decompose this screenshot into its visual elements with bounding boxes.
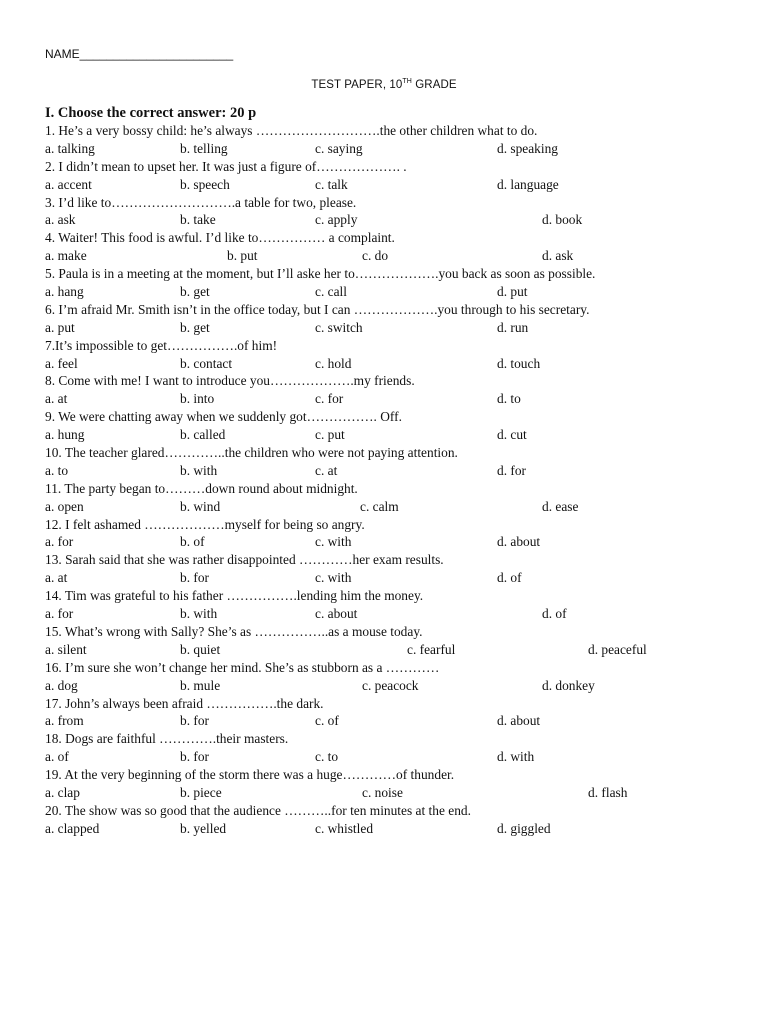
answer-options (45, 462, 745, 480)
answer-option-c: c. of (315, 713, 339, 729)
question-list (45, 122, 745, 838)
answer-option-b: b. yelled (180, 820, 227, 836)
question-text: 3. I’d like to……………………….a table for two, please. (45, 194, 357, 210)
answer-option-c: c. switch (315, 319, 363, 335)
answer-option-d: d. with (497, 749, 535, 765)
question-text: 18. Dogs are faithful ………….their masters. (45, 731, 289, 747)
answer-option-b: b. speech (180, 176, 230, 192)
answer-option-d: d. speaking (497, 140, 558, 156)
answer-option-b: b. telling (180, 140, 228, 156)
answer-option-b: b. put (227, 248, 258, 264)
answer-options (45, 569, 745, 587)
answer-options (45, 426, 745, 444)
answer-option-d: d. flash (588, 784, 628, 800)
answer-options (45, 748, 745, 766)
answer-option-c: c. talk (315, 176, 348, 192)
answer-option-c: c. with (315, 534, 352, 550)
answer-option-a: a. dog (45, 677, 78, 693)
answer-option-c: c. whistled (315, 820, 374, 836)
question-text: 13. Sarah said that she was rather disappointed …………her exam results. (45, 552, 444, 568)
question-text: 9. We were chatting away when we suddenly got……………. Off. (45, 409, 402, 425)
answer-option-a: a. clap (45, 784, 80, 800)
answer-options (45, 784, 745, 802)
answer-option-c: c. fearful (407, 641, 456, 657)
answer-option-d: d. donkey (542, 677, 595, 693)
answer-option-c: c. about (315, 606, 358, 622)
answer-options (45, 211, 745, 229)
answer-option-b: b. quiet (180, 641, 221, 657)
answer-option-d: d. about (497, 534, 541, 550)
question-text: 8. Come with me! I want to introduce you……………….my friends. (45, 373, 415, 389)
answer-option-d: d. about (497, 713, 541, 729)
page-title (0, 79, 768, 91)
answer-option-b: b. piece (180, 784, 222, 800)
answer-option-b: b. into (180, 391, 215, 407)
section-heading: I. Choose the correct answer: 20 p (45, 105, 257, 121)
question-text: 14. Tim was grateful to his father …………….lending him the money. (45, 588, 424, 604)
answer-option-a: a. put (45, 319, 75, 335)
answer-option-c: c. for (315, 391, 344, 407)
answer-option-c: c. with (315, 570, 352, 586)
answer-option-b: b. for (180, 713, 210, 729)
answer-option-d: d. to (497, 391, 521, 407)
answer-option-d: d. ask (542, 248, 574, 264)
answer-option-b: b. with (180, 606, 218, 622)
answer-options (45, 140, 745, 158)
title-superscript: TH (402, 78, 412, 86)
answer-options (45, 247, 745, 265)
answer-option-d: d. put (497, 284, 528, 300)
answer-options (45, 390, 745, 408)
answer-option-c: c. calm (360, 498, 399, 514)
answer-option-a: a. accent (45, 176, 92, 192)
answer-option-c: c. put (315, 427, 345, 443)
answer-options (45, 641, 745, 659)
answer-option-a: a. to (45, 462, 69, 478)
answer-option-a: a. feel (45, 355, 78, 371)
answer-option-a: a. of (45, 749, 69, 765)
question-text: 16. I’m sure she won’t change her mind. She’s as stubborn as a ………… (45, 659, 440, 675)
answer-option-d: d. language (497, 176, 559, 192)
answer-option-d: d. touch (497, 355, 541, 371)
question-text: 10. The teacher glared…………..the children who were not paying attention. (45, 445, 458, 461)
title-main: TEST PAPER, 10 (311, 79, 403, 91)
answer-option-b: b. get (180, 284, 210, 300)
question-text: 6. I’m afraid Mr. Smith isn’t in the office today, but I can ……………….you through to his secretary. (45, 301, 590, 317)
answer-option-b: b. get (180, 319, 210, 335)
answer-option-d: d. giggled (497, 820, 551, 836)
answer-option-d: d. for (497, 462, 527, 478)
question-text: 11. The party began to………down round about midnight. (45, 480, 358, 496)
question-text: 7.It’s impossible to get…………….of him! (45, 337, 278, 353)
answer-option-c: c. peacock (362, 677, 419, 693)
answer-option-b: b. mule (180, 677, 221, 693)
answer-option-d: d. of (497, 570, 522, 586)
question-text: 15. What’s wrong with Sally? She’s as ……………..as a mouse today. (45, 623, 423, 639)
answer-option-a: a. at (45, 391, 68, 407)
answer-option-a: a. at (45, 570, 68, 586)
answer-option-c: c. noise (362, 784, 403, 800)
question-text: 12. I felt ashamed ………………myself for being so angry. (45, 516, 365, 532)
answer-option-d: d. peaceful (588, 641, 647, 657)
answer-option-b: b. contact (180, 355, 233, 371)
answer-options (45, 319, 745, 337)
question-text: 2. I didn’t mean to upset her. It was just a figure of………………. . (45, 158, 407, 174)
answer-option-a: a. from (45, 713, 84, 729)
answer-option-d: d. ease (542, 498, 579, 514)
answer-option-c: c. at (315, 462, 338, 478)
answer-option-a: a. clapped (45, 820, 100, 836)
answer-option-a: a. talking (45, 140, 95, 156)
answer-option-d: d. of (542, 606, 567, 622)
answer-options (45, 605, 745, 623)
title-rest: GRADE (411, 79, 457, 91)
answer-option-c: c. hold (315, 355, 352, 371)
answer-options (45, 712, 745, 730)
answer-option-b: b. take (180, 212, 216, 228)
answer-options (45, 498, 745, 516)
answer-options (45, 176, 745, 194)
answer-option-c: c. do (362, 248, 389, 264)
answer-option-c: c. apply (315, 212, 358, 228)
question-text: 5. Paula is in a meeting at the moment, but I’ll aske her to……………….you back as soon as possible. (45, 266, 596, 282)
answer-option-a: a. hung (45, 427, 85, 443)
name-field-label: NAME_______________________ (45, 47, 234, 61)
answer-option-a: a. for (45, 606, 74, 622)
answer-option-c: c. to (315, 749, 339, 765)
answer-option-b: b. wind (180, 498, 221, 514)
answer-option-c: c. saying (315, 140, 363, 156)
answer-option-d: d. book (542, 212, 583, 228)
answer-option-d: d. cut (497, 427, 527, 443)
question-text: 1. He’s a very bossy child: he’s always ……………………….the other children what to do. (45, 123, 538, 138)
answer-option-a: a. silent (45, 641, 87, 657)
answer-option-a: a. for (45, 534, 74, 550)
answer-option-a: a. open (45, 498, 84, 514)
answer-options (45, 677, 745, 695)
answer-option-b: b. with (180, 462, 218, 478)
question-text: 17. John’s always been afraid …………….the dark. (45, 695, 324, 711)
answer-option-a: a. ask (45, 212, 76, 228)
answer-option-d: d. run (497, 319, 529, 335)
answer-options (45, 533, 745, 551)
question-text: 19. At the very beginning of the storm there was a huge…………of thunder. (45, 767, 455, 783)
answer-option-a: a. make (45, 248, 87, 264)
answer-option-b: b. for (180, 570, 210, 586)
answer-option-a: a. hang (45, 284, 84, 300)
answer-options (45, 820, 745, 838)
answer-option-b: b. called (180, 427, 226, 443)
answer-options (45, 355, 745, 373)
answer-options (45, 283, 745, 301)
answer-option-c: c. call (315, 284, 347, 300)
question-text: 4. Waiter! This food is awful. I’d like to…………… a complaint. (45, 230, 395, 246)
answer-option-b: b. for (180, 749, 210, 765)
answer-option-b: b. of (180, 534, 205, 550)
question-text: 20. The show was so good that the audience ………..for ten minutes at the end. (45, 802, 471, 818)
